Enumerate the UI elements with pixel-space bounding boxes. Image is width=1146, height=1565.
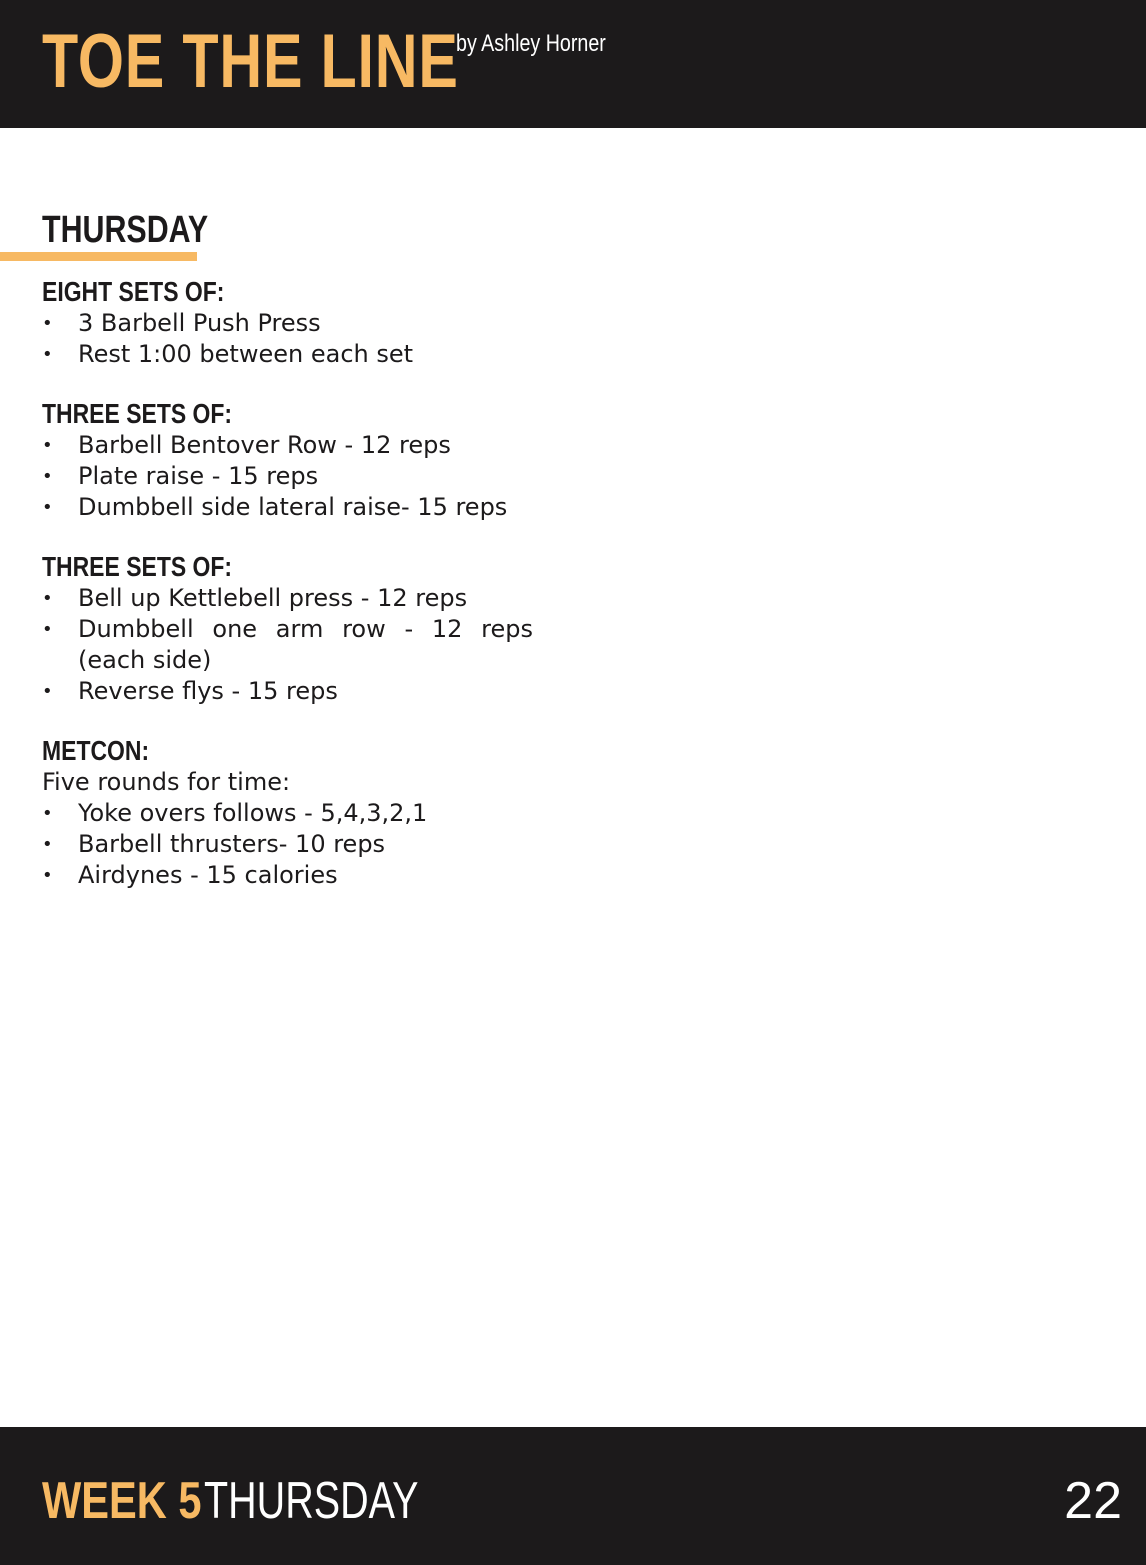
exercise-text: Airdynes - 15 calories: [78, 861, 338, 889]
list-item: [42, 492, 533, 523]
bullet-icon: •: [42, 313, 53, 334]
list-item: [42, 430, 533, 461]
exercise-list: [42, 798, 542, 891]
footer-bar: [0, 1427, 1146, 1565]
bullet-icon: •: [42, 681, 53, 702]
footer-day-label: THURSDAY: [204, 1472, 419, 1530]
bullet-icon: •: [42, 344, 53, 365]
exercise-text: Rest 1:00 between each set: [78, 340, 414, 368]
workout-section: [42, 398, 542, 523]
list-item: [42, 339, 533, 370]
workout-section: [42, 735, 542, 891]
exercise-text: Bell up Kettlebell press - 12 reps: [78, 584, 468, 612]
list-item: [42, 798, 533, 829]
exercise-text: Barbell Bentover Row - 12 reps: [78, 431, 451, 459]
list-item: [42, 308, 533, 339]
exercise-text: 3 Barbell Push Press: [78, 309, 321, 337]
header-bar: [0, 0, 1146, 128]
workout-section: [42, 276, 542, 370]
day-heading: THURSDAY: [42, 209, 209, 251]
list-item: [42, 860, 533, 891]
page-number: 22: [1064, 1472, 1122, 1530]
exercise-text: Yoke overs follows - 5,4,3,2,1: [78, 799, 428, 827]
bullet-icon: •: [42, 466, 53, 487]
bullet-icon: •: [42, 588, 53, 609]
exercise-list: [42, 430, 542, 523]
exercise-list: [42, 308, 542, 370]
exercise-text: Barbell thrusters- 10 reps: [78, 830, 386, 858]
list-item: [42, 583, 533, 614]
list-item: [42, 829, 533, 860]
bullet-icon: •: [42, 497, 53, 518]
workout-section: [42, 551, 542, 707]
section-title: METCON:: [42, 735, 150, 766]
exercise-list: [42, 583, 542, 707]
exercise-text: Reverse flys - 15 reps: [78, 677, 338, 705]
exercise-text: Dumbbell side lateral raise- 15 reps: [78, 493, 508, 521]
author-credit: by Ashley Horner: [456, 30, 606, 57]
exercise-text: Dumbbell one arm row - 12 reps (each side): [78, 615, 533, 674]
bullet-icon: •: [42, 619, 53, 640]
list-item: [42, 614, 533, 676]
week-label: WEEK 5: [42, 1472, 202, 1530]
list-item: [42, 676, 533, 707]
bullet-icon: •: [42, 803, 53, 824]
document-title: TOE THE LINE: [42, 19, 459, 104]
section-title: THREE SETS OF:: [42, 398, 233, 429]
section-title: EIGHT SETS OF:: [42, 276, 225, 307]
section-intro: Five rounds for time:: [42, 768, 291, 796]
list-item: [42, 461, 533, 492]
bullet-icon: •: [42, 435, 53, 456]
workout-content: [42, 276, 542, 919]
exercise-text: Plate raise - 15 reps: [78, 462, 319, 490]
bullet-icon: •: [42, 865, 53, 886]
section-title: THREE SETS OF:: [42, 551, 233, 582]
heading-underline: [0, 252, 197, 261]
bullet-icon: •: [42, 834, 53, 855]
